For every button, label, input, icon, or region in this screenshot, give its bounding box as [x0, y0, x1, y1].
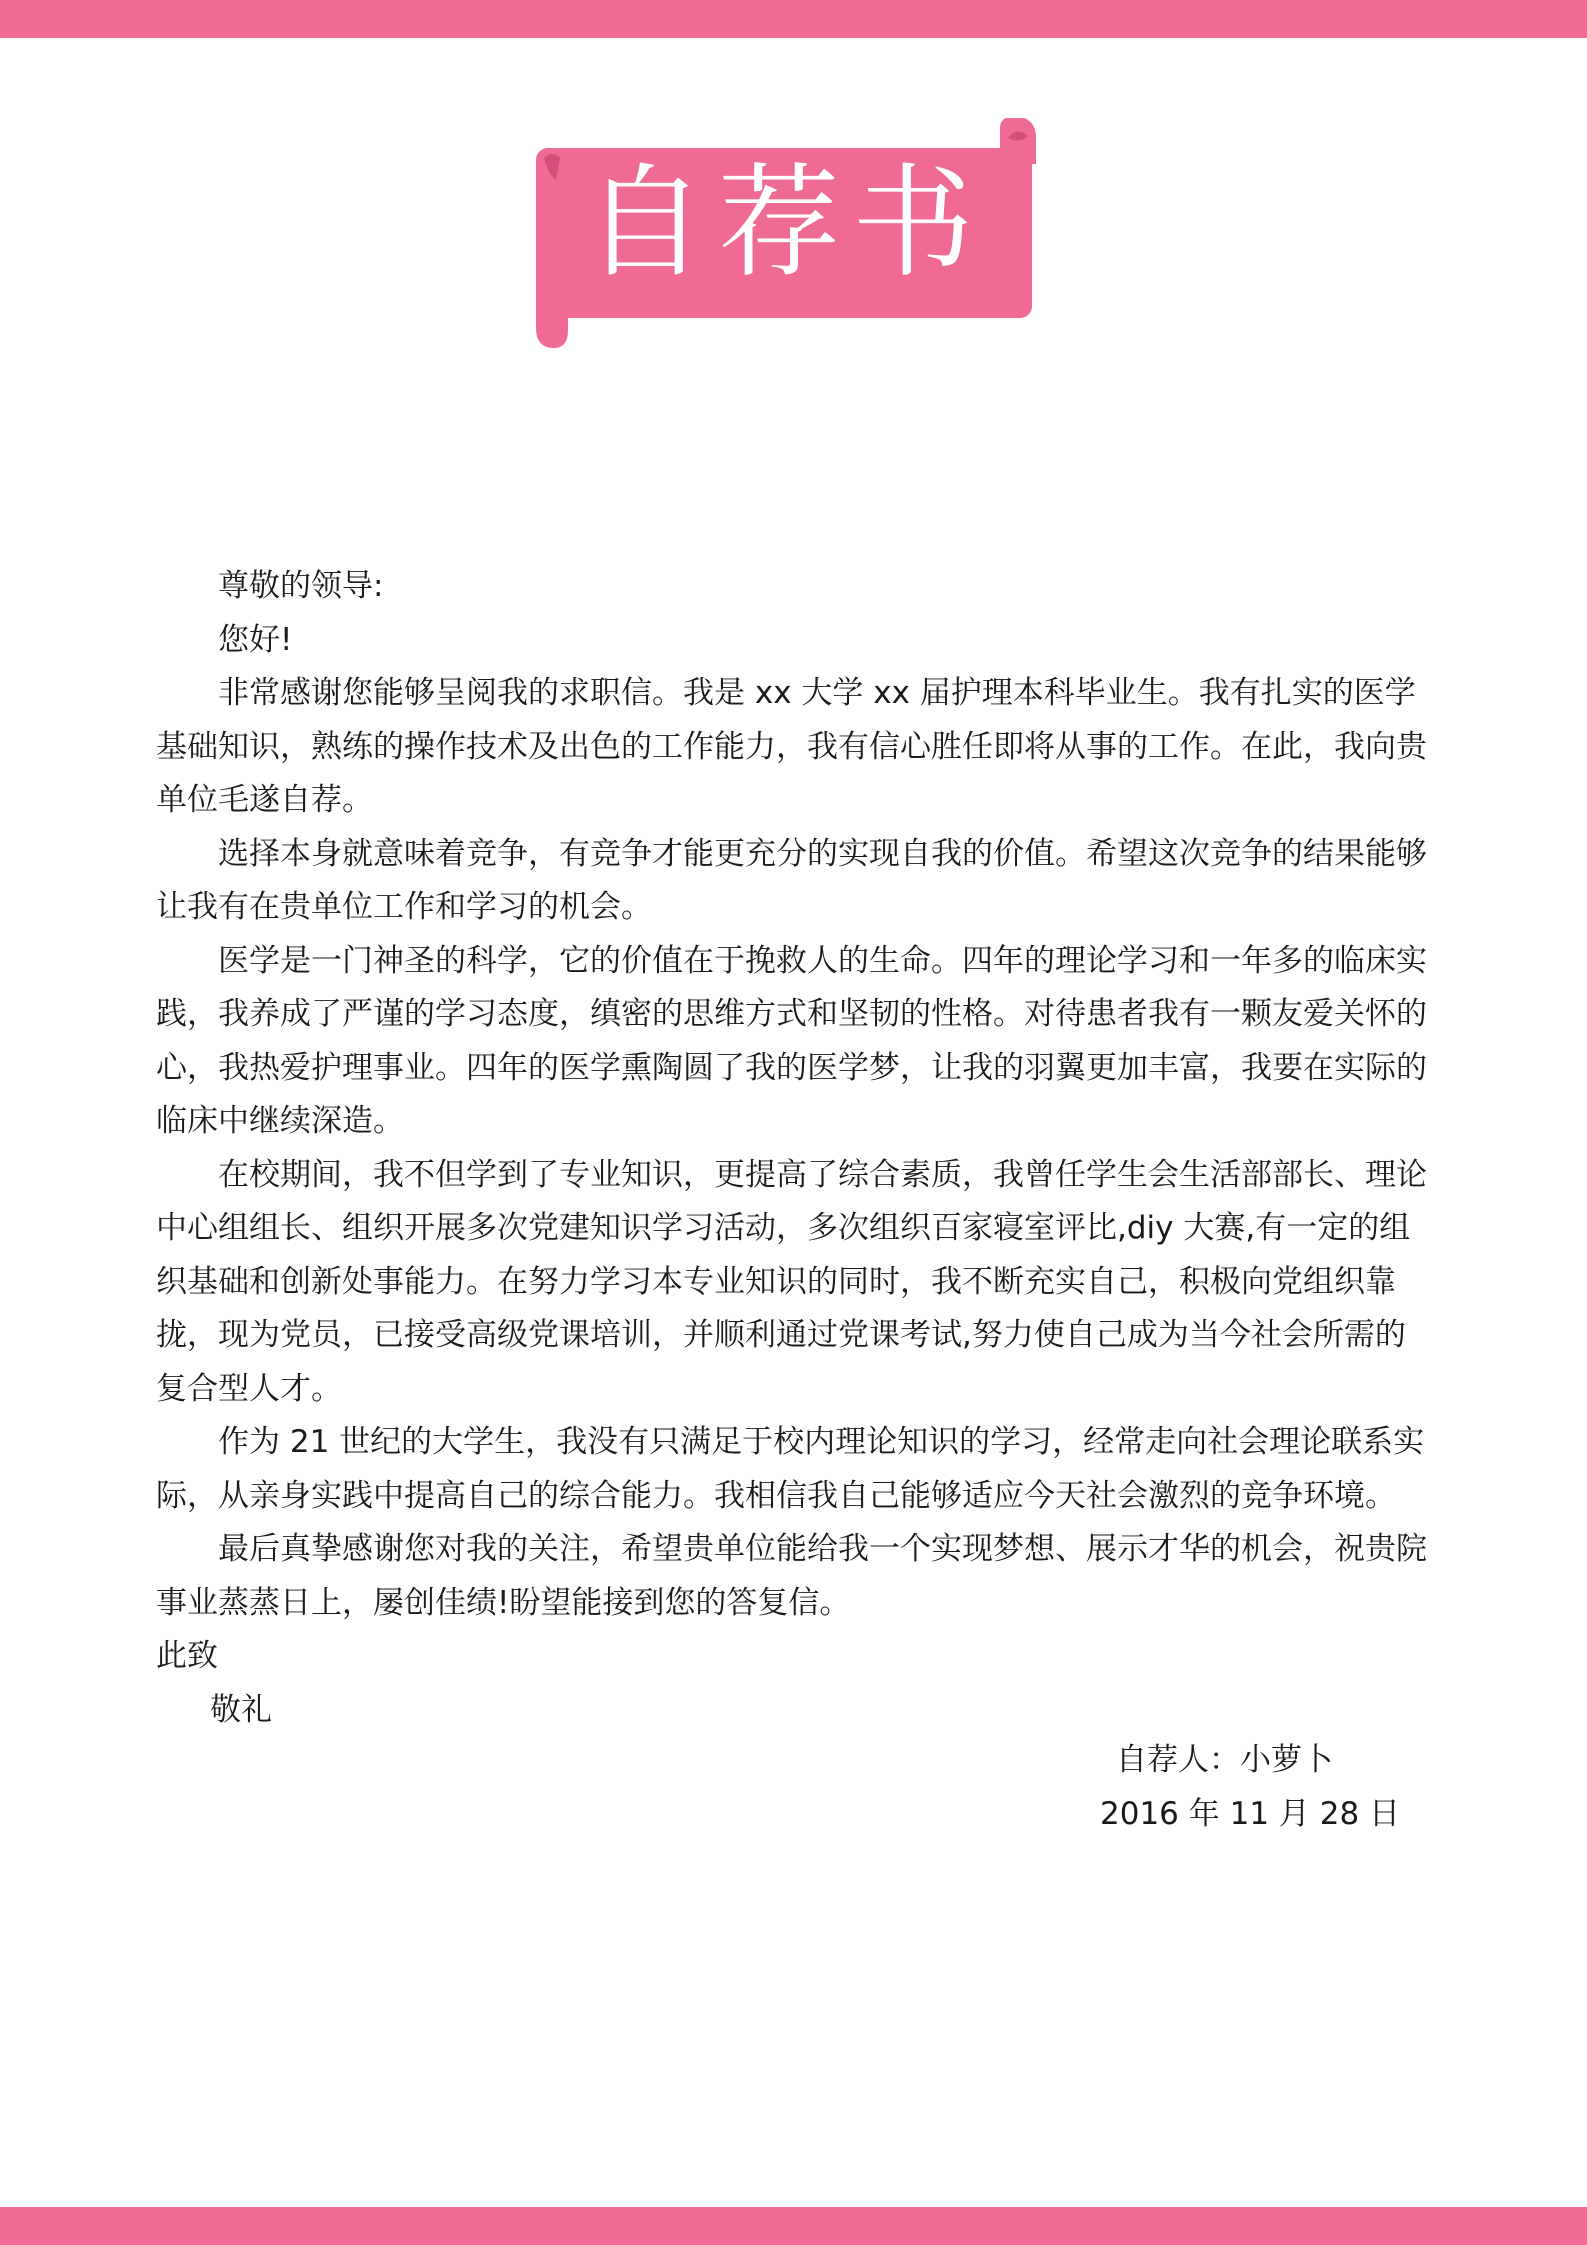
letter-paragraph: 作为 21 世纪的大学生，我没有只满足于校内理论知识的学习，经常走向社会理论联系实际，从亲身实践中提高自己的综合能力。我相信我自己能够适应今天社会激烈的竞争环境。 [156, 1424, 1425, 1514]
bottom-accent-bar [0, 2207, 1587, 2245]
signature-date: 2016 年 11 月 28 日 [1100, 1795, 1401, 1832]
closing: 此致 [156, 1638, 218, 1674]
letter-paragraph: 非常感谢您能够呈阅我的求职信。我是 xx 大学 xx 届护理本科毕业生。我有扎实的医学基础知识，熟练的操作技术及出色的工作能力，我有信心胜任即将从事的工作。在此，我向贵单位毛遂自荐。 [156, 675, 1427, 818]
salutation: 尊敬的领导: [218, 568, 384, 604]
greeting: 您好! [218, 621, 293, 658]
letter-paragraph: 在校期间，我不但学到了专业知识，更提高了综合素质，我曾任学生会生活部部长、理论中心组组长、组织开展多次党建知识学习活动，多次组织百家寝室评比,diy 大赛,有一定的组织基础和创新处事能力。在努力学习本专业知识的同时，我不断充实自己，积极向党组织靠拢，现为党员，已接受高级党课培训，并顺利通过党课考试,努力使自己成为当今社会所需的复合型人才。 [156, 1156, 1427, 1407]
document-title: 自荐书 [584, 152, 986, 294]
letter-paragraph: 医学是一门神圣的科学，它的价值在于挽救人的生命。四年的理论学习和一年多的临床实践，我养成了严谨的学习态度，缜密的思维方式和坚韧的性格。对待患者我有一颗友爱关怀的心，我热爱护理事业。四年的医学熏陶圆了我的医学梦，让我的羽翼更加丰富，我要在实际的临床中继续深造。 [156, 942, 1427, 1139]
title-ribbon [530, 118, 1038, 348]
signature-block [1100, 1734, 1440, 1841]
signature-name: 自荐人：小萝卜 [1116, 1742, 1333, 1778]
letter-paragraph: 最后真挚感谢您对我的关注，希望贵单位能给我一个实现梦想、展示才华的机会，祝贵院事业蒸蒸日上，屡创佳绩!盼望能接到您的答复信。 [156, 1531, 1427, 1621]
top-accent-bar [0, 0, 1587, 38]
letter-paragraph: 选择本身就意味着竞争，有竞争才能更充分的实现自我的价值。希望这次竞争的结果能够让我有在贵单位工作和学习的机会。 [156, 835, 1427, 925]
letter-body [156, 560, 1432, 1737]
respect: 敬礼 [210, 1691, 272, 1728]
